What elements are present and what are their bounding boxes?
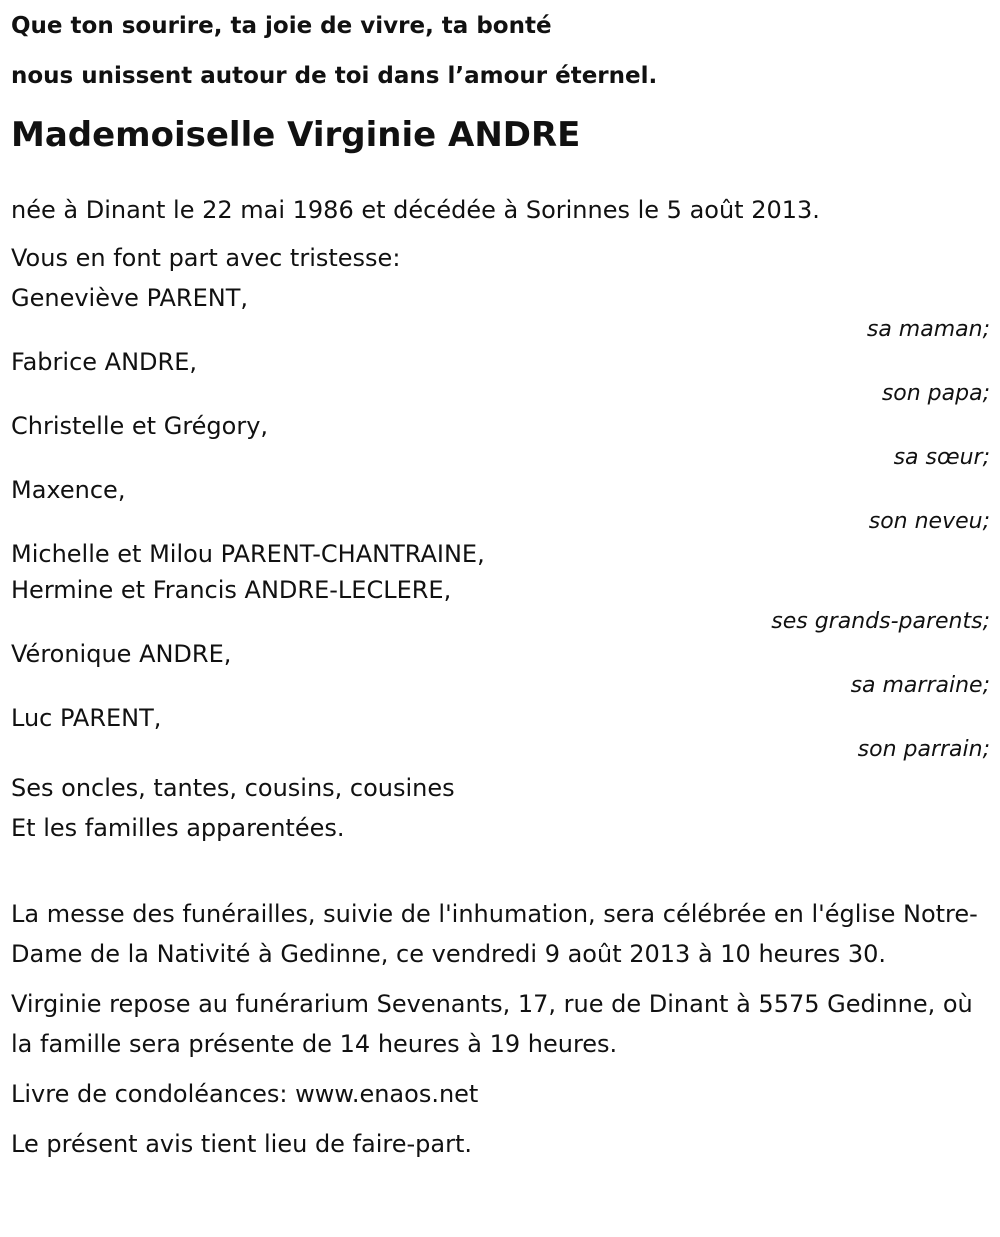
relative-name: Maxence, (11, 476, 126, 504)
family-group (11, 472, 990, 536)
relative-name: Michelle et Milou PARENT-CHANTRAINE, (11, 540, 485, 568)
repose-details: Virginie repose au funérarium Sevenants, 17, rue de Dinant à 5575 Gedinne, où la famille sera présente de 14 heures à 19 heures. (11, 990, 973, 1058)
verse-line-2: nous unissent autour de toi dans l’amour éternel. (11, 63, 658, 89)
family-list (11, 280, 990, 764)
condolences-line: Livre de condoléances: www.enaos.net (11, 1080, 479, 1108)
relative-name: Hermine et Francis ANDRE-LECLERE, (11, 576, 452, 604)
relative-name: Fabrice ANDRE, (11, 348, 197, 376)
relative-name: Christelle et Grégory, (11, 412, 269, 440)
announcement-intro: Vous en font part avec tristesse: (11, 244, 401, 272)
obituary-notice (11, 0, 990, 1164)
notice-line: Le présent avis tient lieu de faire-part. (11, 1130, 473, 1158)
relative-name: Véronique ANDRE, (11, 640, 232, 668)
relative-name: Luc PARENT, (11, 704, 162, 732)
birth-death-line: née à Dinant le 22 mai 1986 et décédée à Sorinnes le 5 août 2013. (11, 196, 820, 224)
family-group (11, 408, 990, 472)
relative-name: Geneviève PARENT, (11, 284, 249, 312)
family-group (11, 700, 990, 764)
relation-label: sa sœur; (893, 445, 990, 470)
deceased-name: Mademoiselle Virginie ANDRE (11, 115, 581, 155)
family-group (11, 344, 990, 408)
verse-line-1: Que ton sourire, ta joie de vivre, ta bonté (11, 13, 552, 39)
relation-label: sa maman; (866, 317, 990, 342)
relation-label: ses grands-parents; (771, 609, 990, 634)
relation-label: son parrain; (857, 737, 990, 762)
family-group (11, 536, 990, 636)
extended-family-line-1: Ses oncles, tantes, cousins, cousines (11, 774, 455, 802)
family-group (11, 280, 990, 344)
family-group (11, 636, 990, 700)
relation-label: sa marraine; (850, 673, 990, 698)
extended-family-line-2: Et les familles apparentées. (11, 814, 345, 842)
relation-label: son neveu; (868, 509, 990, 534)
relation-label: son papa; (881, 381, 990, 406)
ceremony-details: La messe des funérailles, suivie de l'inhumation, sera célébrée en l'église Notre-Dame de la Nativité à Gedinne, ce vendredi 9 août 2013 à 10 heures 30. (11, 900, 978, 968)
